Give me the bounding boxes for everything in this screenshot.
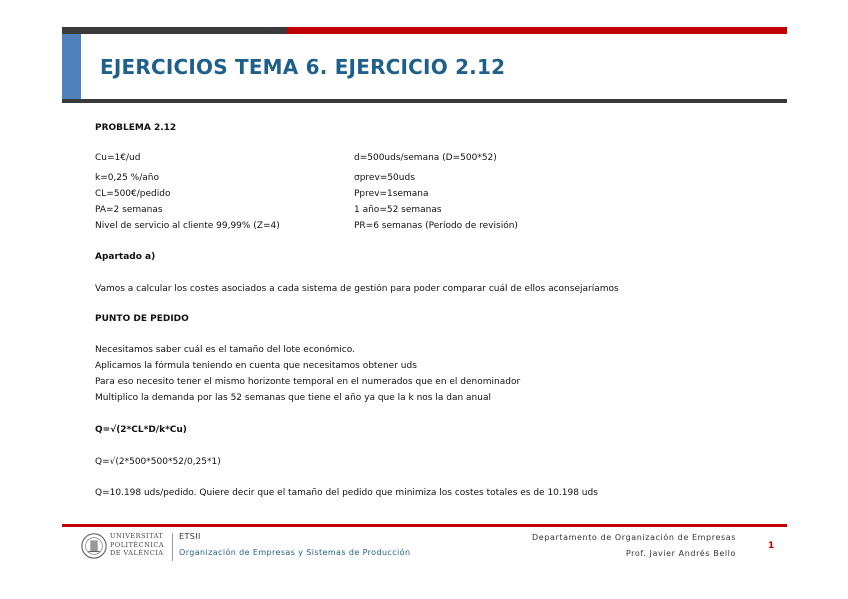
paragraph-line-3: Para eso necesito tener el mismo horizonte temporal en el numerados que en el denominador xyxy=(95,377,521,387)
given-right-4: 1 año=52 semanas xyxy=(354,205,442,215)
problem-heading: PROBLEMA 2.12 xyxy=(95,123,177,133)
paragraph-line-1: Necesitamos saber cuál es el tamaño del lote económico. xyxy=(95,345,355,355)
department-name: Departamento de Organización de Empresas xyxy=(532,533,736,542)
paragraph-line-4: Multiplico la demanda por las 52 semanas que tiene el año ya que la k nos la dan anual xyxy=(95,393,491,403)
university-name-line-2: POLITÈCNICA xyxy=(110,540,165,549)
given-right-2: σprev=50uds xyxy=(354,173,415,183)
calculation: Q=√(2*500*500*52/0,25*1) xyxy=(95,457,221,467)
section-heading-a: Apartado a) xyxy=(95,252,156,262)
formula: Q=√(2*CL*D/k*Cu) xyxy=(95,425,187,435)
department-unit: Organización de Empresas y Sistemas de Producción xyxy=(179,548,411,557)
page-number: 1 xyxy=(768,541,775,551)
university-name-line-1: UNIVERSITAT xyxy=(110,532,164,540)
given-left-3: CL=500€/pedido xyxy=(95,189,171,199)
top-bar-dark xyxy=(62,27,287,34)
given-left-1: Cu=1€/ud xyxy=(95,153,141,163)
given-left-4: PA=2 semanas xyxy=(95,205,163,215)
university-name-line-3: DE VALÈNCIA xyxy=(110,549,164,557)
given-right-1: d=500uds/semana (D=500*52) xyxy=(354,153,497,163)
footer-rule xyxy=(62,524,787,527)
paragraph-line-2: Aplicamos la fórmula teniendo en cuenta que necesitamos obtener uds xyxy=(95,361,417,371)
professor-name: Prof. Javier Andrés Bello xyxy=(625,549,736,558)
given-right-3: Pprev=1semana xyxy=(354,189,429,199)
university-name xyxy=(110,532,164,558)
given-left-2: k=0,25 %/año xyxy=(95,173,159,183)
footer-separator xyxy=(172,533,173,561)
given-left-5: Nivel de servicio al cliente 99,99% (Z=4) xyxy=(95,221,280,231)
school-name: ETSII xyxy=(179,532,201,541)
punto-pedido-heading: PUNTO DE PEDIDO xyxy=(95,314,189,324)
top-bar-red xyxy=(287,27,787,34)
result-text: Q=10.198 uds/pedido. Quiere decir que el tamaño del pedido que minimiza los costes totales es de 10.198 uds xyxy=(95,488,598,498)
title-accent-block xyxy=(62,34,81,100)
intro-text: Vamos a calcular los costes asociados a cada sistema de gestión para poder comparar cuál de ellos aconsejaríamos xyxy=(95,284,619,294)
given-right-5: PR=6 semanas (Período de revisión) xyxy=(354,221,518,231)
title-underline xyxy=(62,99,787,103)
slide-title: EJERCICIOS TEMA 6. EJERCICIO 2.12 xyxy=(100,55,506,79)
university-seal-logo xyxy=(80,532,108,560)
